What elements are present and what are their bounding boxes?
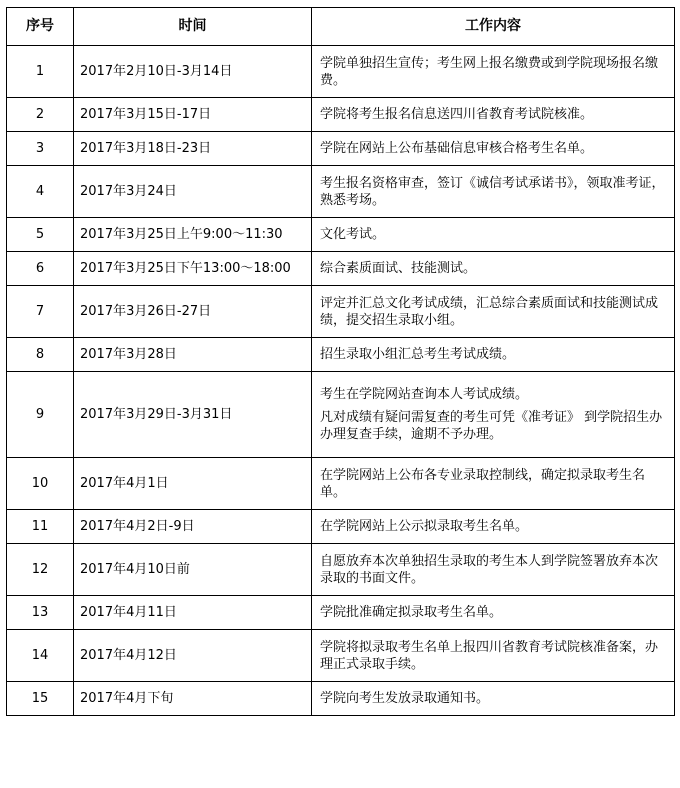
table-row [7, 218, 675, 252]
row-number: 11 [7, 510, 74, 544]
row-time: 2017年4月1日 [74, 458, 312, 510]
work-text: 自愿放弃本次单独招生录取的考生本人到学院签署放弃本次录取的书面文件。 [320, 553, 659, 586]
row-time: 2017年4月11日 [74, 596, 312, 630]
work-text: 学院将拟录取考生名单上报四川省教育考试院核准备案，办理正式录取手续。 [320, 639, 659, 672]
row-work [312, 458, 675, 510]
row-time: 2017年3月29日-3月31日 [74, 372, 312, 458]
row-number: 8 [7, 338, 74, 372]
row-number: 13 [7, 596, 74, 630]
table-row [7, 596, 675, 630]
work-text: 凡对成绩有疑问需复查的考生可凭《准考证》 到学院招生办办理复查手续，逾期不予办理。 [320, 410, 663, 442]
table-row [7, 166, 675, 218]
header-row [7, 8, 675, 46]
row-number: 5 [7, 218, 74, 252]
row-work [312, 218, 675, 252]
row-work [312, 596, 675, 630]
row-number: 9 [7, 372, 74, 458]
work-text: 学院向考生发放录取通知书。 [320, 691, 490, 706]
row-work [312, 372, 675, 458]
row-time: 2017年3月15日-17日 [74, 98, 312, 132]
row-number: 12 [7, 544, 74, 596]
row-number: 1 [7, 46, 74, 98]
work-text: 学院单独招生宣传；考生网上报名缴费或到学院现场报名缴费。 [320, 55, 659, 88]
table-row [7, 458, 675, 510]
work-text: 学院批准确定拟录取考生名单。 [320, 605, 503, 620]
row-number: 6 [7, 252, 74, 286]
header-work: 工作内容 [312, 8, 675, 46]
work-text: 综合素质面试、技能测试。 [320, 261, 477, 276]
work-text: 学院在网站上公布基础信息审核合格考生名单。 [320, 141, 594, 156]
work-text: 在学院网站上公示拟录取考生名单。 [320, 519, 529, 534]
row-time: 2017年3月24日 [74, 166, 312, 218]
table-row [7, 252, 675, 286]
row-time: 2017年3月18日-23日 [74, 132, 312, 166]
row-time: 2017年4月下旬 [74, 682, 312, 716]
work-text: 考生在学院网站查询本人考试成绩。 [320, 387, 529, 402]
row-time: 2017年4月2日-9日 [74, 510, 312, 544]
table-row [7, 372, 675, 458]
table-body [7, 46, 675, 716]
row-work [312, 682, 675, 716]
work-text: 评定并汇总文化考试成绩，汇总综合素质面试和技能测试成绩，提交招生录取小组。 [320, 295, 659, 328]
row-work [312, 286, 675, 338]
row-time: 2017年3月28日 [74, 338, 312, 372]
table-row [7, 286, 675, 338]
row-work [312, 166, 675, 218]
row-time: 2017年3月25日下午13:00～18:00 [74, 252, 312, 286]
row-work [312, 630, 675, 682]
work-text: 考生报名资格审查，签订《诚信考试承诺书》，领取准考证，熟悉考场。 [320, 175, 665, 208]
row-time: 2017年3月26日-27日 [74, 286, 312, 338]
table-header [7, 8, 675, 46]
table-row [7, 338, 675, 372]
table-row [7, 46, 675, 98]
row-number: 15 [7, 682, 74, 716]
row-work [312, 46, 675, 98]
header-no: 序号 [7, 8, 74, 46]
row-work [312, 132, 675, 166]
work-text: 在学院网站上公布各专业录取控制线，确定拟录取考生名单。 [320, 467, 646, 500]
table-row [7, 98, 675, 132]
row-time: 2017年4月12日 [74, 630, 312, 682]
admission-schedule-table [6, 7, 675, 716]
work-text: 招生录取小组汇总考生考试成绩。 [320, 347, 516, 362]
row-time: 2017年3月25日上午9:00～11:30 [74, 218, 312, 252]
row-time: 2017年2月10日-3月14日 [74, 46, 312, 98]
table-row [7, 544, 675, 596]
row-time: 2017年4月10日前 [74, 544, 312, 596]
table-row [7, 682, 675, 716]
table-row [7, 630, 675, 682]
row-number: 2 [7, 98, 74, 132]
work-text: 学院将考生报名信息送四川省教育考试院核准。 [320, 107, 594, 122]
row-work [312, 544, 675, 596]
row-number: 10 [7, 458, 74, 510]
table-row [7, 132, 675, 166]
row-number: 7 [7, 286, 74, 338]
row-work [312, 252, 675, 286]
row-number: 4 [7, 166, 74, 218]
header-time: 时间 [74, 8, 312, 46]
row-work [312, 98, 675, 132]
work-text: 文化考试。 [320, 227, 386, 242]
table-row [7, 510, 675, 544]
row-number: 3 [7, 132, 74, 166]
row-work [312, 510, 675, 544]
row-work [312, 338, 675, 372]
row-number: 14 [7, 630, 74, 682]
